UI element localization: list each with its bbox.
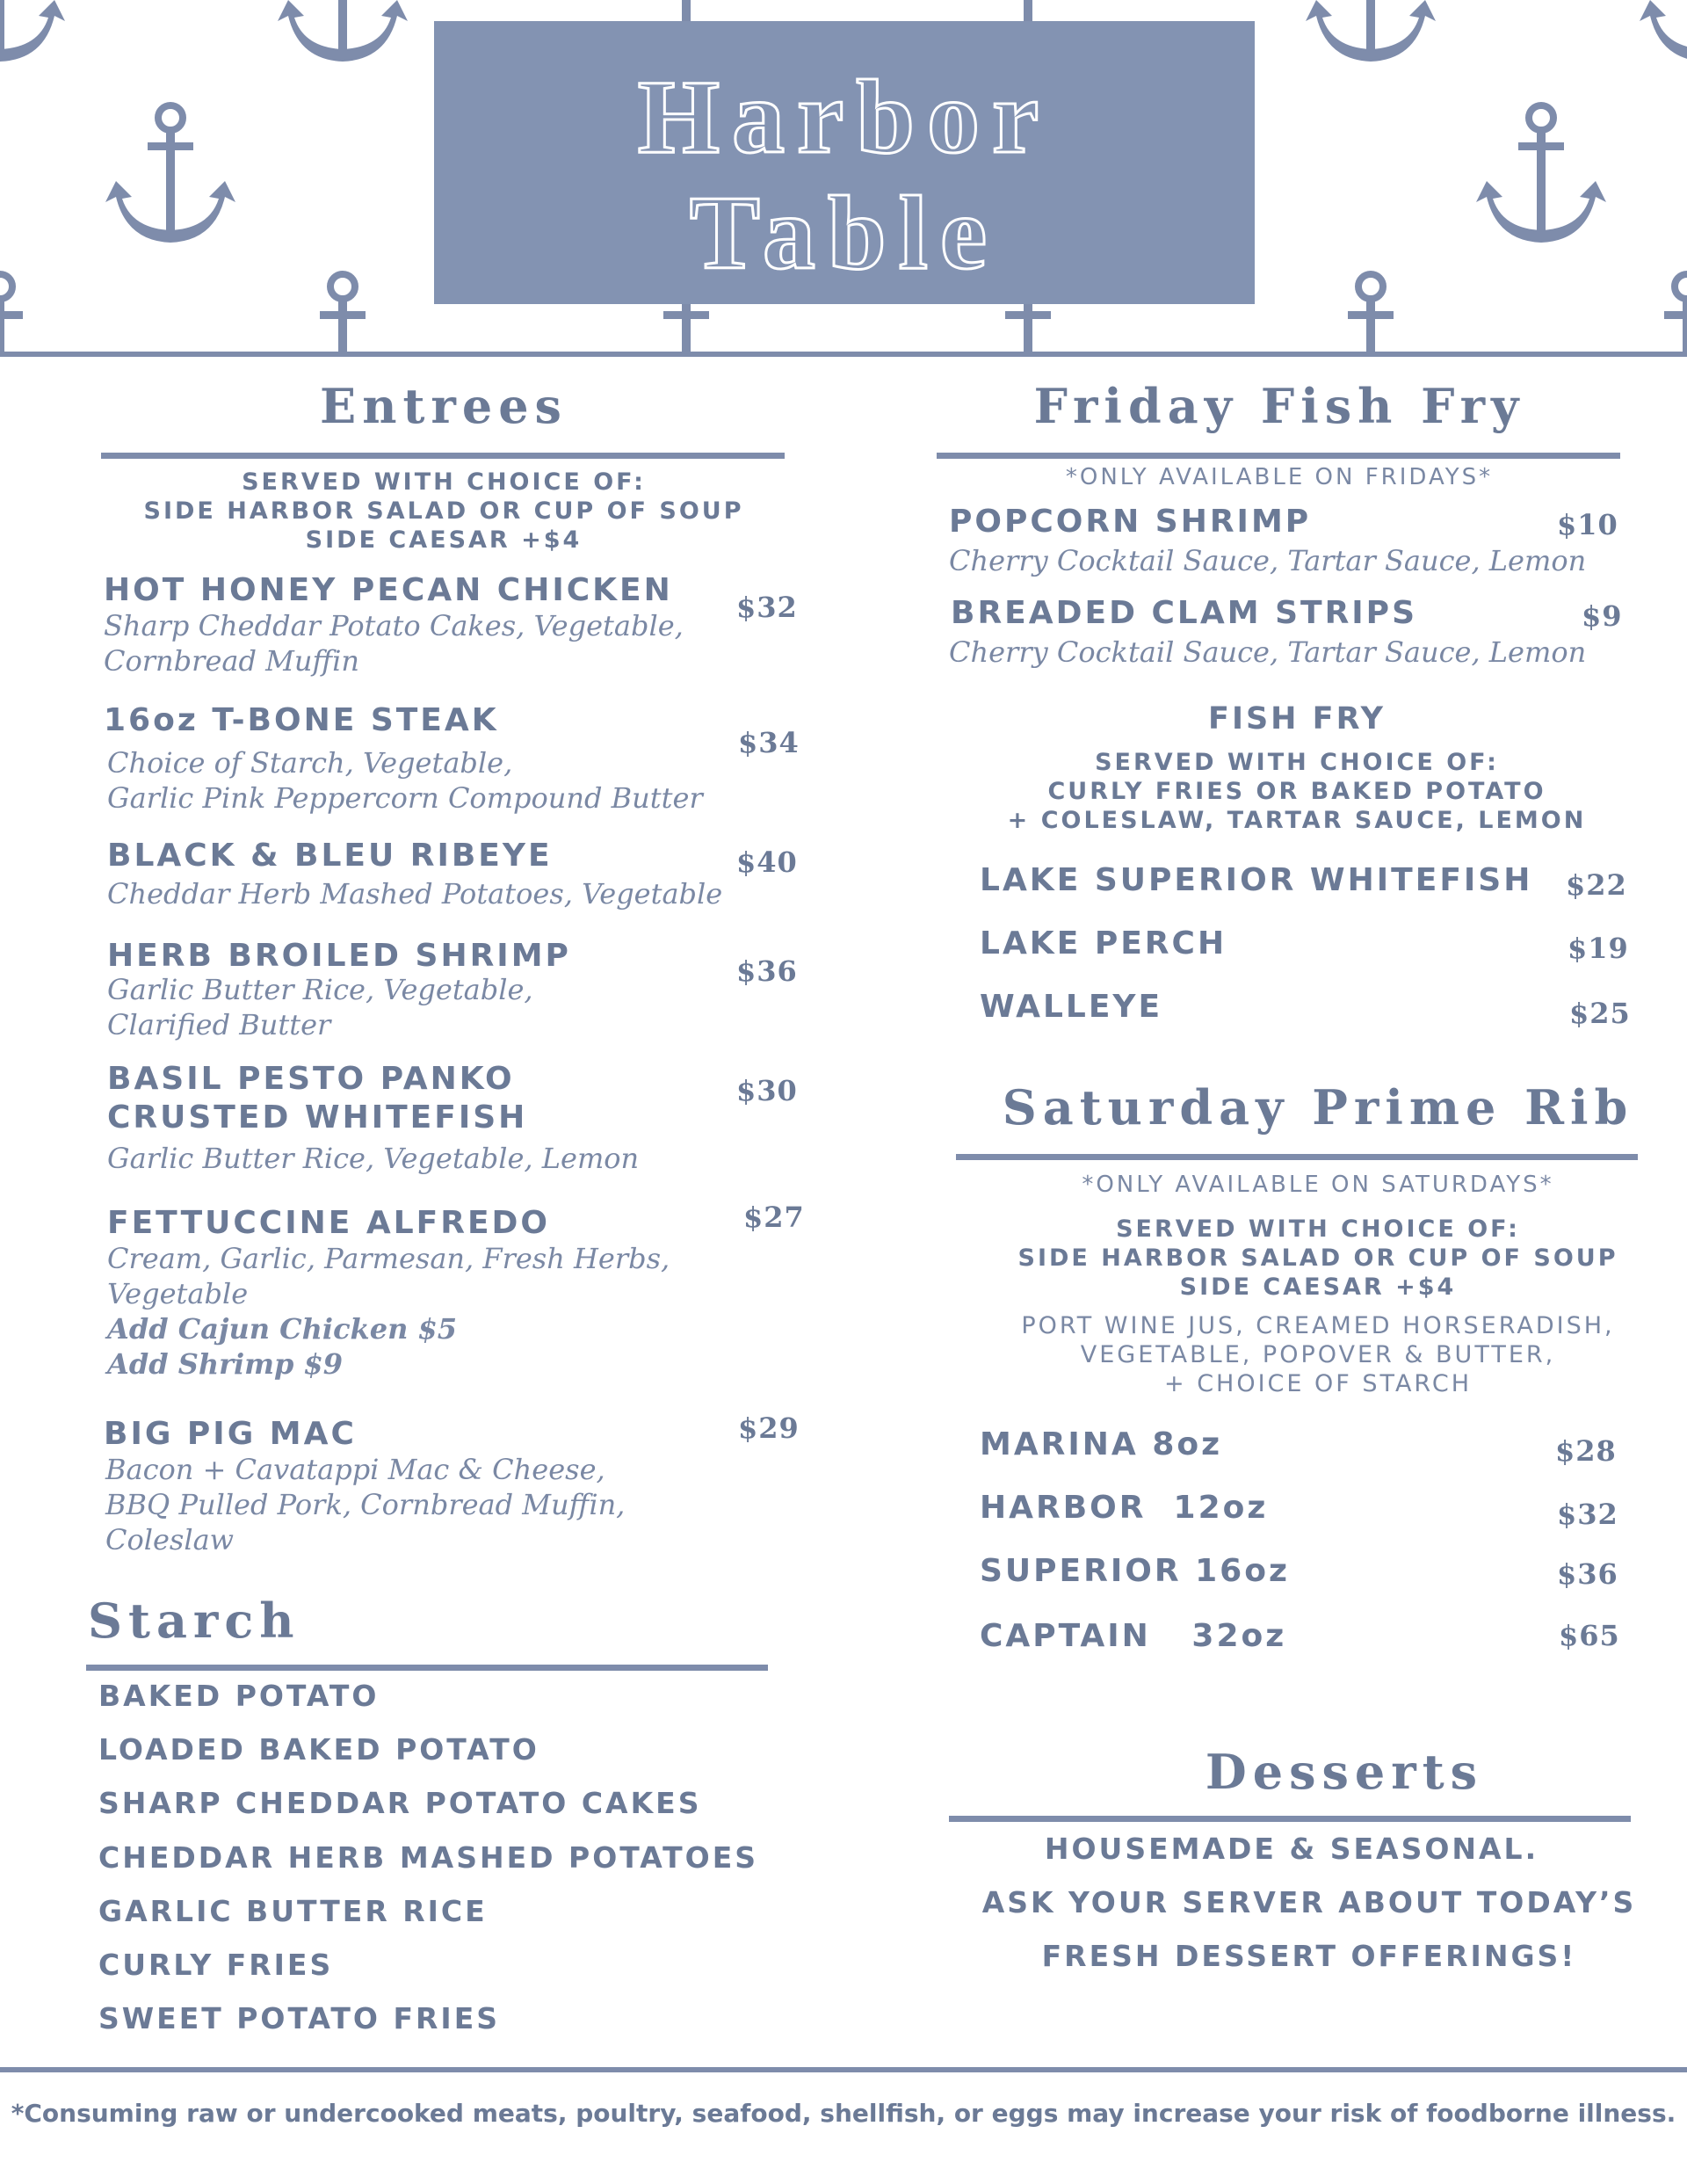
anchor-icon [1306,0,1436,62]
fish-fry-note: *ONLY AVAILABLE ON FRIDAYS* [1065,464,1494,490]
fish-fry-rule [937,453,1620,459]
entree-desc: Choice of Starch, Vegetable, Garlic Pink Peppercorn Compound Butter [107,746,703,815]
entree-price: $27 [743,1201,805,1234]
fish-name: LAKE PERCH [980,925,1227,961]
prime-rib-title: Saturday Prime Rib [1002,1079,1634,1136]
fish-app-desc: Cherry Cocktail Sauce, Tartar Sauce, Lemon [949,544,1587,577]
entree-name: BASIL PESTO PANKO CRUSTED WHITEFISH [107,1061,528,1136]
prime-rib-price: $32 [1557,1498,1618,1531]
starch-item: LOADED BAKED POTATO [98,1732,539,1767]
entree-name: BIG PIG MAC [104,1416,357,1452]
entree-desc: Sharp Cheddar Potato Cakes, Vegetable, Cornbread Muffin [104,609,684,678]
fish-fry-title: Friday Fish Fry [1033,378,1525,434]
entree-name: HERB BROILED SHRIMP [107,938,571,974]
anchor-icon [0,0,65,62]
fish-price: $25 [1569,997,1631,1030]
anchor-icon [105,105,235,243]
fish-price: $22 [1566,868,1627,902]
entree-addons: Add Cajun Chicken $5 Add Shrimp $9 [107,1312,458,1381]
entrees-rule [101,453,785,459]
footer-rule [0,2067,1687,2072]
prime-rib-price: $28 [1555,1434,1617,1468]
fish-app-name: POPCORN SHRIMP [949,504,1312,540]
title-line-1: Harbor [637,58,1052,175]
entrees-title: Entrees [320,378,568,434]
prime-rib-price: $65 [1559,1619,1620,1652]
prime-rib-cut: CAPTAIN 32oz [980,1618,1287,1654]
prime-rib-cut: MARINA 8oz [980,1426,1223,1462]
fish-name: WALLEYE [980,989,1163,1025]
anchor-icon [1640,0,1687,62]
title-line-2: Table [689,174,1000,291]
entree-desc: Garlic Butter Rice, Vegetable, Clarified Butter [107,973,533,1041]
anchor-icon [278,0,408,62]
starch-item: CHEDDAR HERB MASHED POTATOES [98,1840,759,1875]
fish-app-price: $9 [1582,599,1623,633]
anchor-icon [320,274,366,352]
prime-rib-includes: PORT WINE JUS, CREAMED HORSERADISH, VEGETABLE, POPOVER & BUTTER, + CHOICE OF STARCH [1021,1312,1615,1397]
starch-item: CURLY FRIES [98,1948,334,1982]
entree-price: $40 [736,845,798,879]
anchor-icon [0,274,23,352]
dessert-line: HOUSEMADE & SEASONAL. [1044,1832,1539,1866]
starch-title: Starch [88,1593,300,1649]
starch-item: BAKED POTATO [98,1679,380,1713]
starch-item: SWEET POTATO FRIES [98,2001,501,2035]
title-banner [434,21,1255,304]
entree-price: $29 [738,1411,800,1445]
fish-app-desc: Cherry Cocktail Sauce, Tartar Sauce, Lemon [949,635,1587,669]
entrees-served: SERVED WITH CHOICE OF: SIDE HARBOR SALAD OR CUP OF SOUP SIDE CAESAR +$4 [143,468,744,554]
fish-price: $19 [1568,932,1629,965]
fish-app-price: $10 [1557,508,1618,541]
entree-price: $34 [738,726,800,759]
dessert-line: ASK YOUR SERVER ABOUT TODAY’S [981,1885,1637,1919]
entree-desc: Cheddar Herb Mashed Potatoes, Vegetable [107,877,723,911]
prime-rib-cut: SUPERIOR 16oz [980,1553,1290,1589]
starch-rule [86,1665,768,1671]
header-rule [0,352,1687,357]
entree-desc: Garlic Butter Rice, Vegetable, Lemon [107,1142,640,1175]
entree-desc: Bacon + Cavatappi Mac & Cheese, BBQ Pulled Pork, Cornbread Muffin, Coleslaw [105,1453,626,1556]
header [0,0,1687,360]
fish-fry-subtitle: FISH FRY [1208,701,1386,736]
prime-rib-price: $36 [1557,1557,1618,1591]
anchor-icon [1476,105,1606,243]
desserts-rule [949,1816,1631,1822]
starch-item: SHARP CHEDDAR POTATO CAKES [98,1786,702,1820]
dessert-line: FRESH DESSERT OFFERINGS! [1041,1939,1577,1973]
prime-rib-note: *ONLY AVAILABLE ON SATURDAYS* [1082,1172,1554,1198]
anchor-icon [1664,274,1687,352]
anchor-icon [1348,274,1394,352]
entree-desc: Cream, Garlic, Parmesan, Fresh Herbs, Vegetable [107,1242,670,1310]
entree-price: $36 [736,954,798,988]
fish-name: LAKE SUPERIOR WHITEFISH [980,862,1533,898]
entree-price: $30 [736,1074,798,1107]
prime-rib-served: SERVED WITH CHOICE OF: SIDE HARBOR SALAD OR CUP OF SOUP SIDE CAESAR +$4 [1017,1215,1618,1301]
entree-name: BLACK & BLEU RIBEYE [107,838,553,874]
prime-rib-cut: HARBOR 12oz [980,1490,1269,1526]
fish-app-name: BREADED CLAM STRIPS [951,595,1417,631]
starch-item: GARLIC BUTTER RICE [98,1894,488,1928]
desserts-title: Desserts [1205,1744,1484,1800]
disclaimer: *Consuming raw or undercooked meats, poultry, seafood, shellfish, or eggs may increase your risk of foodborne illness. [11,2099,1676,2128]
entree-name: 16oz T-BONE STEAK [104,702,499,738]
fish-fry-served: SERVED WITH CHOICE OF: CURLY FRIES OR BAKED POTATO + COLESLAW, TARTAR SAUCE, LEMON [1007,749,1587,834]
entree-name: FETTUCCINE ALFREDO [107,1205,551,1241]
prime-rib-rule [956,1154,1638,1160]
entree-price: $32 [736,591,798,624]
entree-name: HOT HONEY PECAN CHICKEN [104,572,673,608]
